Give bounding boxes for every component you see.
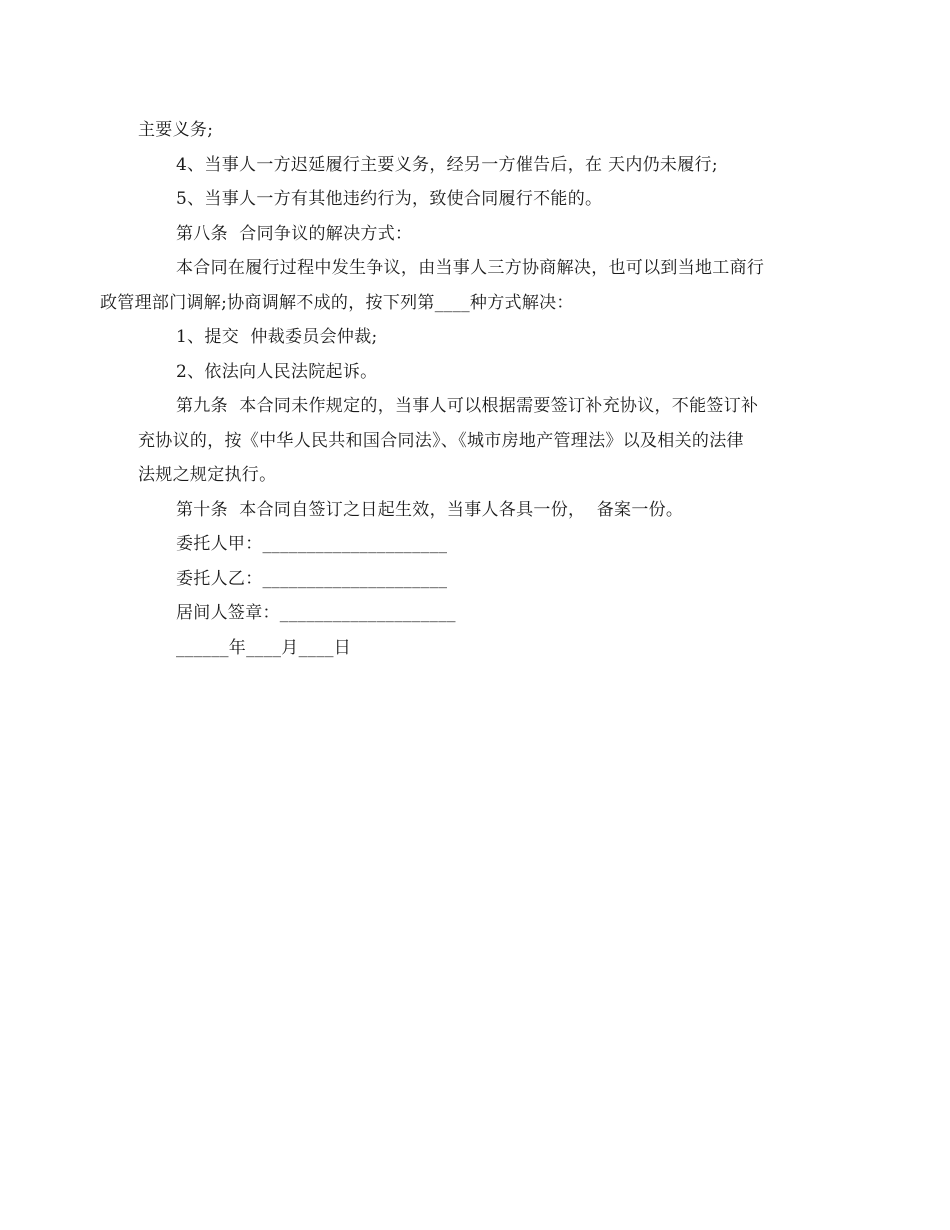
text-line: 第九条 本合同未作规定的，当事人可以根据需要签订补充协议，不能签订补: [176, 396, 759, 416]
text-line: 第十条 本合同自签订之日起生效，当事人各具一份， 备案一份。: [176, 499, 684, 520]
text-line: 政管理部门调解;协商调解不成的，按下列第____种方式解决：: [100, 292, 574, 313]
text-line: 5、当事人一方有其他违约行为，致使合同履行不能的。: [176, 189, 603, 209]
article-10: [138, 493, 818, 528]
article-9: [138, 389, 818, 493]
contract-body: [100, 113, 818, 665]
text-line: 法规之规定执行。: [138, 465, 277, 485]
text-line: 本合同在履行过程中发生争议，由当事人三方协商解决，也可以到当地工商行: [176, 258, 765, 278]
text-line: 1、提交 仲裁委员会仲裁;: [176, 327, 378, 347]
text-line: 委托人乙：_____________________: [176, 568, 448, 589]
text-line: ______年____月____日: [176, 637, 352, 658]
paragraph-clause-5: [138, 182, 818, 217]
article-8-heading: [138, 217, 818, 252]
text-line: 委托人甲：_____________________: [176, 534, 448, 554]
text-line: 第八条 合同争议的解决方式：: [176, 223, 413, 244]
paragraph-option-litigation: [138, 355, 818, 390]
text-line: 充协议的，按《中华人民共和国合同法》、《城市房地产管理法》以及相关的法律: [138, 430, 744, 451]
paragraph-clause-4: [138, 148, 818, 183]
paragraph-dispute-resolution: [100, 251, 818, 320]
signature-principal-b: [138, 562, 818, 597]
signature-intermediary: [138, 596, 818, 631]
text-line: 居间人签章：____________________: [176, 603, 456, 623]
signature-date: [138, 631, 818, 666]
signature-principal-a: [138, 527, 818, 562]
text-line: 2、依法向人民法院起诉。: [176, 361, 378, 382]
paragraph-option-arbitration: [138, 320, 818, 355]
text-line: 主要义务;: [138, 120, 214, 140]
paragraph-obligations-end: [138, 113, 818, 148]
text-line: 4、当事人一方迟延履行主要义务，经另一方催告后，在 天内仍未履行;: [176, 154, 718, 175]
